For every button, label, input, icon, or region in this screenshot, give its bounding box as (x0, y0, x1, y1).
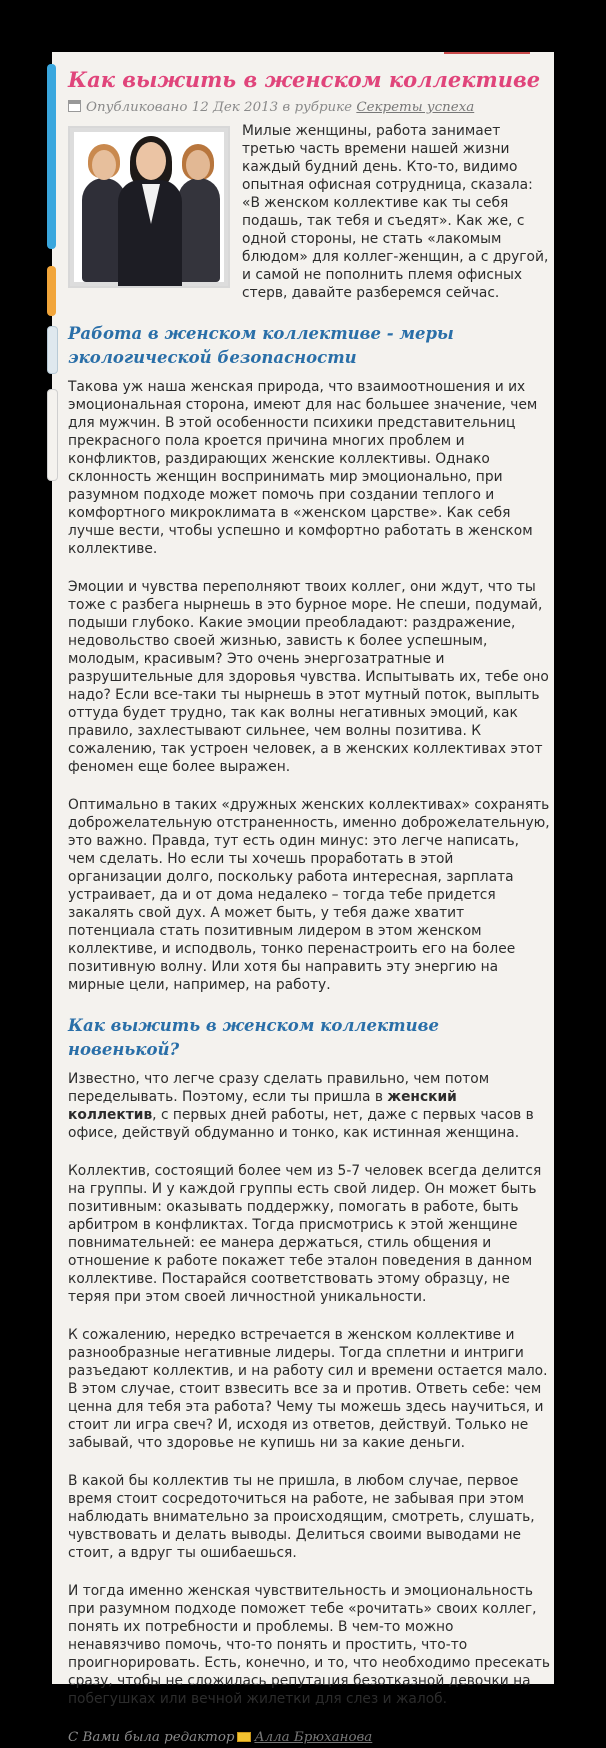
section1-heading: Работа в женском коллективе - меры экологической безопасности (68, 324, 454, 367)
article-title[interactable]: Как выжить в женском коллективе (68, 67, 541, 92)
calendar-icon (68, 100, 81, 112)
article-meta (68, 98, 550, 118)
intro-paragraph: Милые женщины, работа занимает третью часть времени нашей жизни каждый будний день. Кто-то, видимо опытная офисная сотрудница, сказала: «В женском коллективе как ты себя подашь, так тебя и съедят». Как же, с одной стороны, не стать «лакомым блюдом» для коллег-женщин, а с другой, и самой не пополнить племя офисных стерв, давайте разберемся сейчас. (242, 123, 549, 301)
section1-paragraph-1: Такова уж наша женская природа, что взаимоотношения и их эмоциональная сторона, имеют для нас большее значение, чем для мужчин. В этой особенности психики представительниц прекрасного пола кроется причина многих проблем и конфликтов, раздирающих женские коллективы. Однако склонность женщин воспринимать мир эмоционально, при разумном подходе может помочь при создании теплого и комфортного микроклимата в «женском царстве». Как себя лучше вести, чтобы успешно и комфортно работать в женском коллективе. (68, 379, 538, 557)
published-label: Опубликовано (86, 100, 188, 115)
section2-paragraph-5: И тогда именно женская чувствительность и эмоциональность при разумном подходе поможет тебе «рочитать» своих коллег, понять их потребности и проблемы. В чем-то можно ненавязчиво помочь, что-то понять и простить, что-то проигнорировать. Есть, конечно, и то, что необходимо пресекать сразу, чтобы не сложилась репутация безотказной девочки на побегушках или вечной жилетки для слез и жалоб. (68, 1583, 550, 1707)
article-content (68, 66, 550, 1748)
section2-paragraph-4: В какой бы коллектив ты не пришла, в любом случае, первое время стоит сосредоточиться на работе, не забывая при этом наблюдать внимательно за происходящим, смотреть, слушать, чувствовать и делать выводы. Делиться своими выводами не стоит, а вдруг ты ошибаешься. (68, 1473, 535, 1561)
section2-paragraph-1: Известно, что легче сразу сделать правильно, чем потом переделывать. Поэтому, если ты пришла в женский коллектив, с первых дней работы, нет, даже с первых часов в офисе, действуй обдуманно и тонко, как истинная женщина. (68, 1071, 534, 1141)
section1-paragraph-3: Оптимально в таких «дружных женских коллективах» сохранять доброжелательную отстраненность, именно доброжелательную, это важно. Правда, тут есть один минус: это легче написать, чем сделать. Но если ты хочешь проработать в этой организации долго, поскольку работа интересная, зарплата устраивает, да и от дома недалеко – тогда тебе придется закалять свой дух. А может быть, у тебя даже хватит потенциала стать позитивным лидером в этом женском коллективе, и исподволь, тонко перенастроить его на более позитивную волну. Или хотя бы направить эту энергию на мирные цели, например, на работу. (68, 797, 550, 993)
side-tab-blue[interactable] (47, 64, 56, 249)
rubric-link[interactable]: Секреты успеха (356, 100, 475, 115)
section2-heading: Как выжить в женском коллективе новенькой? (68, 1016, 439, 1059)
envelope-icon[interactable] (237, 1732, 251, 1742)
signature-prefix: С Вами была редактор (68, 1730, 235, 1745)
top-accent-line (444, 52, 530, 54)
author-link[interactable]: Алла Брюханова (254, 1730, 373, 1745)
rubric-label: в рубрике (282, 100, 353, 115)
side-tab-light[interactable] (47, 326, 58, 374)
article-photo (68, 126, 230, 288)
bold-phrase: женский коллектив (68, 1089, 457, 1123)
section1-paragraph-2: Эмоции и чувства переполняют твоих коллег, они ждут, что ты тоже с разбега нырнешь в это бурное море. Не спеши, подумай, подыши глубоко. Какие эмоции преобладают: раздражение, недовольство своей жизнью, зависть к более успешным, молодым, красивым? Это очень энергозатратные и разрушительные для здоровья чувства. Испытывать их, тебе оно надо? Если все-таки ты нырнешь в этот мутный поток, выплыть оттуда будет трудно, так как волны негативных эмоций, как правило, захлестывают сильнее, чем волны позитива. К сожалению, так устроен человек, а в женских коллективах этот феномен еще более выражен. (68, 579, 549, 775)
article-page (52, 52, 554, 1745)
section2-paragraph-2: Коллектив, состоящий более чем из 5-7 человек всегда делится на группы. И у каждой группы есть свой лидер. Он может быть позитивным: оказывать поддержку, помогать в работе, быть арбитром в конфликтах. Тогда присмотрись к этой женщине повнимательней: ее манера держаться, стиль общения и отношение к работе покажет тебе эталон поведения в данном коллективе. Постарайся соответствовать этому образцу, не теряя при этом своей личностной уникальности. (68, 1163, 542, 1305)
side-tab-plain[interactable] (47, 389, 58, 481)
section2-paragraph-3: К сожалению, нередко встречается в женском коллективе и разнообразные негативные лидеры. Тогда сплетни и интриги разъедают коллектив, и на работу сил и времени остается мало. В этом случае, стоит взвесить все за и против. Ответь себе: чем ценна для тебя эта работа? Чему ты можешь здесь научиться, и стоит ли игра свеч? И, исходя из ответов, действуй. Только не забывай, что здоровье не купишь ни за какие деньги. (68, 1327, 548, 1451)
side-tab-orange[interactable] (47, 266, 56, 316)
published-date: 12 Дек 2013 (191, 100, 279, 115)
signature (68, 1728, 550, 1748)
